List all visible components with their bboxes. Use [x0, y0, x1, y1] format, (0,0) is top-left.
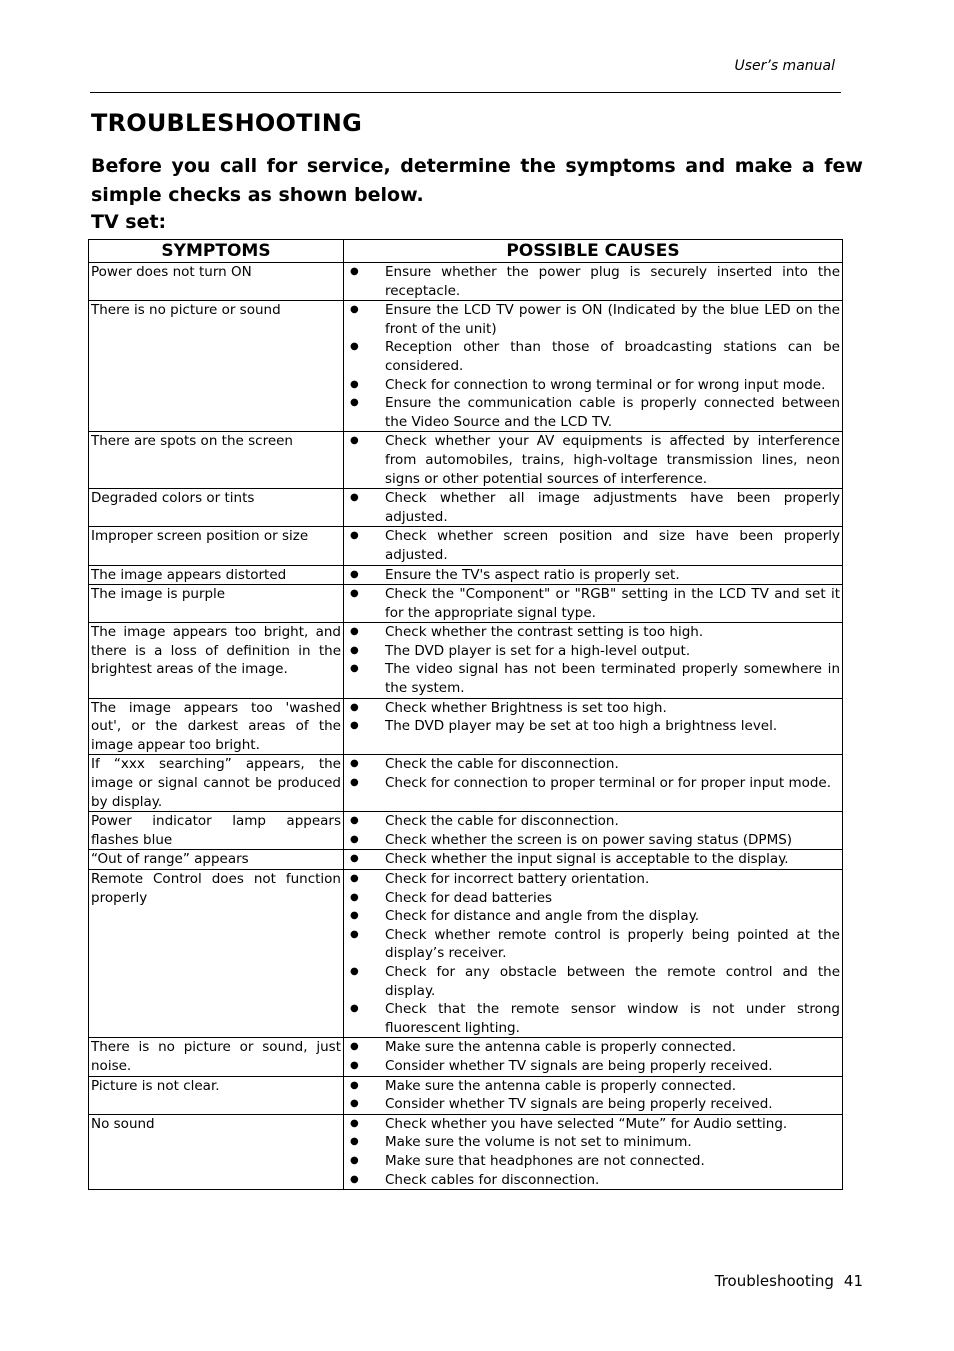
causes-list [346, 755, 840, 792]
cause-text: Check whether the contrast setting is too high. [385, 624, 704, 641]
bullet-icon: ● [350, 304, 359, 316]
bullet-icon: ● [350, 266, 359, 277]
symptom-cell: The image appears too 'washed out', or the darkest areas of the image appear too bright. [89, 698, 344, 755]
causes-cell [344, 1076, 843, 1114]
footer-section: Troubleshooting [714, 1272, 834, 1290]
cause-text: Check that the remote sensor window is not under strong fluorescent lighting. [385, 1001, 840, 1036]
bullet-icon: ● [350, 873, 359, 884]
causes-list [346, 301, 840, 431]
page-number: 41 [843, 1272, 863, 1290]
bullet-icon: ● [350, 1003, 359, 1015]
table-row [89, 527, 843, 565]
table-row [89, 755, 843, 812]
cause-text: Make sure the antenna cable is properly connected. [385, 1077, 737, 1094]
list-item [346, 850, 840, 869]
cause-text: Check cables for disconnection. [385, 1171, 600, 1188]
bullet-icon: ● [350, 777, 359, 789]
table-row [89, 565, 843, 585]
list-item [346, 699, 840, 718]
bullet-icon: ● [350, 435, 359, 447]
list-item [346, 660, 840, 697]
cause-text: Make sure that headphones are not connected. [385, 1152, 705, 1169]
list-item [346, 489, 840, 526]
causes-cell [344, 755, 843, 812]
symptom-cell: There is no picture or sound [89, 301, 344, 432]
causes-list [346, 850, 840, 869]
bullet-icon: ● [350, 928, 359, 940]
cause-text: Check whether remote control is properly being pointed at the display’s receiver. [385, 926, 840, 962]
cause-text: Check whether Brightness is set too high. [385, 699, 667, 716]
symptom-cell: The image appears distorted [89, 565, 344, 585]
bullet-icon: ● [350, 644, 359, 656]
symptom-cell: “Out of range” appears [89, 850, 344, 870]
list-item [346, 1115, 840, 1134]
causes-cell [344, 870, 843, 1038]
bullet-icon: ● [350, 588, 359, 600]
intro-text: Before you call for service, determine the symptoms and make a few simple checks as shown below. [91, 155, 863, 206]
list-item [346, 394, 840, 431]
cause-text: Check for connection to proper terminal or for proper input mode. [385, 775, 832, 792]
cause-text: Check for dead batteries [385, 889, 553, 906]
table-body [89, 263, 843, 1190]
list-item [346, 376, 840, 395]
page-footer [715, 1272, 863, 1290]
causes-cell [344, 623, 843, 698]
section-label: TV set: [91, 211, 167, 233]
table-row [89, 1114, 843, 1189]
table-row [89, 698, 843, 755]
bullet-icon: ● [350, 1079, 359, 1091]
cause-text: Check for distance and angle from the display. [385, 908, 700, 925]
causes-cell [344, 263, 843, 301]
table-row [89, 623, 843, 698]
list-item [346, 1000, 840, 1037]
list-item [346, 263, 840, 300]
manual-label: User’s manual [734, 58, 835, 74]
cause-text: Ensure the LCD TV power is ON (Indicated by the blue LED on the front of the unit) [385, 302, 840, 337]
causes-cell [344, 527, 843, 565]
cause-text: The DVD player may be set at too high a brightness level. [385, 718, 778, 735]
causes-list [346, 812, 840, 849]
table-row [89, 850, 843, 870]
list-item [346, 717, 840, 736]
bullet-icon: ● [350, 1059, 359, 1071]
cause-text: Consider whether TV signals are being properly received. [385, 1057, 773, 1074]
table-header-row [89, 240, 843, 263]
causes-list [346, 585, 840, 622]
list-item [346, 889, 840, 908]
troubleshooting-table [88, 239, 843, 1190]
symptom-cell: If “xxx searching” appears, the image or signal cannot be produced by display. [89, 755, 344, 812]
causes-header: POSSIBLE CAUSES [344, 240, 843, 263]
bullet-icon: ● [350, 530, 359, 542]
list-item [346, 585, 840, 622]
causes-cell [344, 850, 843, 870]
bullet-icon: ● [350, 397, 359, 409]
bullet-icon: ● [350, 910, 359, 922]
bullet-icon: ● [350, 1117, 359, 1129]
table-row [89, 489, 843, 527]
cause-text: Reception other than those of broadcasting stations can be considered. [385, 339, 840, 374]
cause-text: Check whether the input signal is acceptable to the display. [385, 851, 789, 868]
cause-text: Check the cable for disconnection. [385, 813, 619, 830]
causes-list [346, 623, 840, 697]
cause-text: The video signal has not been terminated properly somewhere in the system. [385, 661, 840, 697]
causes-cell [344, 565, 843, 585]
list-item [346, 1152, 840, 1171]
causes-list [346, 870, 840, 1037]
symptom-cell: Power does not turn ON [89, 263, 344, 301]
bullet-icon: ● [350, 378, 359, 390]
cause-text: Consider whether TV signals are being properly received. [385, 1096, 773, 1113]
cause-text: Make sure the volume is not set to minimum. [385, 1134, 692, 1151]
cause-text: Check whether all image adjustments have been properly adjusted. [385, 490, 840, 525]
list-item [346, 870, 840, 889]
list-item [346, 831, 840, 850]
cause-text: Ensure whether the power plug is securely inserted into the receptacle. [385, 264, 840, 299]
bullet-icon: ● [350, 701, 359, 713]
symptom-cell: Degraded colors or tints [89, 489, 344, 527]
causes-list [346, 566, 840, 585]
cause-text: Check whether the screen is on power saving status (DPMS) [385, 831, 793, 848]
table-row [89, 432, 843, 489]
causes-list [346, 1038, 840, 1075]
list-item [346, 1171, 840, 1190]
bullet-icon: ● [350, 1173, 359, 1185]
causes-list [346, 527, 840, 564]
table-row [89, 1038, 843, 1076]
symptom-cell: There are spots on the screen [89, 432, 344, 489]
bullet-icon: ● [350, 1041, 359, 1053]
table-row [89, 263, 843, 301]
bullet-icon: ● [350, 663, 359, 675]
list-item [346, 1095, 840, 1114]
list-item [346, 774, 840, 793]
cause-text: Make sure the antenna cable is properly connected. [385, 1039, 737, 1056]
cause-text: Ensure the TV's aspect ratio is properly set. [385, 566, 680, 583]
bullet-icon: ● [350, 720, 359, 732]
bullet-icon: ● [350, 758, 359, 770]
cause-text: Check whether you have selected “Mute” for Audio setting. [385, 1115, 788, 1132]
cause-text: Check for any obstacle between the remote control and the display. [385, 963, 840, 999]
list-item [346, 527, 840, 564]
bullet-icon: ● [350, 492, 359, 504]
table-row [89, 812, 843, 850]
table-row [89, 585, 843, 623]
causes-cell [344, 812, 843, 850]
cause-text: Check whether screen position and size have been properly adjusted. [385, 528, 840, 563]
list-item [346, 1038, 840, 1057]
table-row [89, 1076, 843, 1114]
symptom-cell: The image is purple [89, 585, 344, 623]
symptom-cell: There is no picture or sound, just noise. [89, 1038, 344, 1076]
header-rule [90, 92, 841, 93]
symptom-cell: Picture is not clear. [89, 1076, 344, 1114]
bullet-icon: ● [350, 853, 359, 865]
symptoms-header: SYMPTOMS [89, 240, 344, 263]
list-item [346, 926, 840, 963]
bullet-icon: ● [350, 965, 359, 977]
bullet-icon: ● [350, 815, 359, 827]
list-item [346, 642, 840, 661]
causes-cell [344, 585, 843, 623]
symptom-cell: Improper screen position or size [89, 527, 344, 565]
list-item [346, 623, 840, 642]
symptom-cell: The image appears too bright, and there is a loss of definition in the brightest areas of the image. [89, 623, 344, 698]
causes-cell [344, 1038, 843, 1076]
causes-list [346, 263, 840, 300]
list-item [346, 566, 840, 585]
symptom-cell: Power indicator lamp appears flashes blue [89, 812, 344, 850]
bullet-icon: ● [350, 568, 359, 580]
causes-list [346, 432, 840, 488]
table-row [89, 870, 843, 1038]
causes-list [346, 699, 840, 736]
cause-text: Ensure the communication cable is properly connected between the Video Source and the LCD TV. [385, 395, 840, 430]
list-item [346, 1057, 840, 1076]
cause-text: Check for connection to wrong terminal or for wrong input mode. [385, 376, 826, 393]
list-item [346, 1077, 840, 1096]
causes-cell [344, 489, 843, 527]
bullet-icon: ● [350, 1154, 359, 1166]
bullet-icon: ● [350, 1136, 359, 1148]
causes-list [346, 1115, 840, 1189]
cause-text: Check the cable for disconnection. [385, 756, 619, 773]
list-item [346, 301, 840, 338]
table-row [89, 301, 843, 432]
symptom-cell: Remote Control does not function properly [89, 870, 344, 1038]
bullet-icon: ● [350, 891, 359, 903]
cause-text: Check the "Component" or "RGB" setting in the LCD TV and set it for the appropriate signal type. [385, 586, 840, 621]
list-item [346, 907, 840, 926]
list-item [346, 755, 840, 774]
cause-text: The DVD player is set for a high-level output. [385, 642, 691, 659]
cause-text: Check for incorrect battery orientation. [385, 871, 650, 887]
list-item [346, 963, 840, 1000]
list-item [346, 432, 840, 488]
bullet-icon: ● [350, 341, 359, 353]
bullet-icon: ● [350, 626, 359, 638]
causes-cell [344, 1114, 843, 1189]
cause-text: Check whether your AV equipments is affected by interference from automobiles, trains, high-voltage transmission lines, neon signs or other potential sources of interference. [385, 433, 840, 487]
bullet-icon: ● [350, 1098, 359, 1110]
list-item [346, 812, 840, 831]
symptom-cell: No sound [89, 1114, 344, 1189]
causes-cell [344, 698, 843, 755]
bullet-icon: ● [350, 833, 359, 845]
causes-list [346, 489, 840, 526]
causes-list [346, 1077, 840, 1114]
page-title: TROUBLESHOOTING [91, 109, 362, 137]
causes-cell [344, 432, 843, 489]
list-item [346, 1133, 840, 1152]
list-item [346, 338, 840, 375]
causes-cell [344, 301, 843, 432]
